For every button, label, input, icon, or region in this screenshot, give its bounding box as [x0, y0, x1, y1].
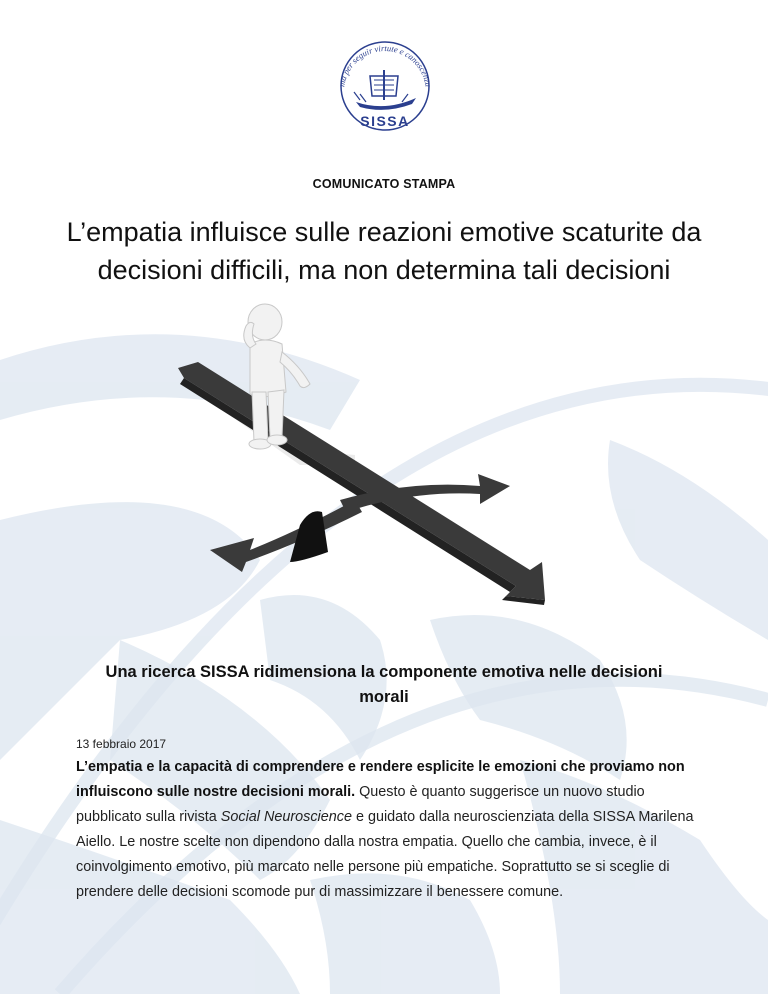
logo-name: SISSA: [360, 113, 410, 129]
headline: L’empatia influisce sulle reazioni emotive scaturite da decisioni difficili, ma non determina tali decisioni: [66, 217, 702, 285]
logo-motto: ma per seguir virtute e canoscenza: [336, 42, 434, 88]
body-text-part-1: Questo è quanto suggerisce un nuovo studio pubblicato sulla rivista: [76, 784, 645, 825]
release-date: 13 febbraio 2017: [76, 737, 167, 751]
body-text-part-2: e guidato dalla neuroscienziata della SISSA Marilena Aiello. Le nostre scelte non dipendono dalla nostra empatia. Quello che cambia, invece, è il coinvolgimento emotivo, più marcato nelle persone più empatiche. Soprattutto se si sceglie di prendere delle decisioni scomode pur di massimizzare il benessere comune.: [76, 809, 694, 900]
subhead: Una ricerca SISSA ridimensiona la componente emotiva nelle decisioni morali: [105, 663, 663, 706]
journal-name: Social Neuroscience: [220, 809, 352, 825]
lead-sentence: L’empatia e la capacità di comprendere e rendere esplicite le emozioni che proviamo non influiscono sulle nostre decisioni morali.: [76, 759, 685, 800]
crossroads-figure-icon: [150, 300, 620, 620]
body-paragraph: [76, 755, 696, 905]
sissa-logo: [330, 40, 440, 132]
kicker: COMUNICATO STAMPA: [312, 177, 456, 191]
